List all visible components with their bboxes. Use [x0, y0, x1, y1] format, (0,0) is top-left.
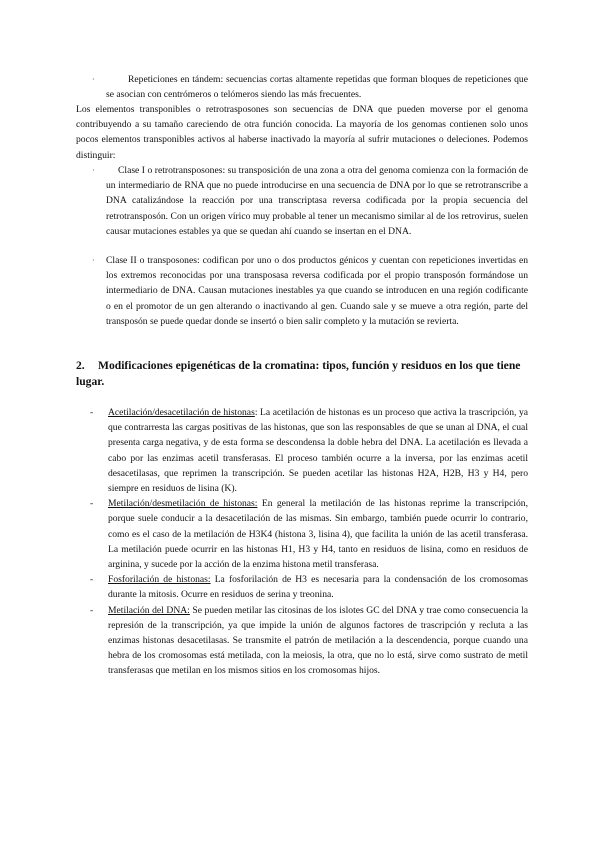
section-title: Modificaciones epigenéticas de la cromatina: tipos, función y residuos en los que tiene lugar.: [76, 359, 521, 388]
class-ii-text: Clase II o transposones: codifican por uno o dos productos génicos y cuentan con repeticiones invertidas en los extremos reconocidas por una transposasa reversa codificada por el propio transposón formándose un intermediario de DNA. Causan mutaciones inestables ya que cuando se introducen en una región codificante o en el promotor de un gen alterando o inactivando al gen. Cuando sale y se mueve a otra región, parte del transposón se puede quedar donde se insertó o bien salir completo y la mutación se revierta.: [106, 255, 528, 327]
section-number: 2.: [76, 359, 85, 372]
list-item-methylation: [90, 496, 528, 572]
bullet-marker: ·: [92, 75, 95, 84]
class-ii-item: [92, 253, 528, 329]
class-i-item: [92, 163, 528, 239]
transposable-elements-intro: [76, 102, 528, 163]
modifications-list: [90, 405, 529, 679]
dna-methylation-text: Se pueden metilar las citosinas de los islotes GC del DNA y trae como consecuencia la represión de la transcripción, ya que impide la unión de algunos factores de trascripción y recluta a las enzimas histonas desacetilasas. Se transmite el patrón de metilación a la descendencia, porque cuando una hebra de los cromosomas está metilada, con la meiosis, la otra, que no lo está, sirve como sustrato de metil transferasas que metilan en los mismos sitios en los cromosomas hijos.: [108, 604, 528, 677]
list-item-acetylation: [90, 405, 528, 496]
phosphorylation-term: Fosforilación de histonas:: [108, 574, 211, 586]
acetylation-separator: :: [254, 407, 258, 418]
dash-marker: -: [90, 498, 94, 510]
intro-paragraph: Los elementos transponibles o retrotrasposones son secuencias de DNA que pueden moverse por el genoma contribuyendo a su tamaño careciendo de otra función conocida. La mayoría de los genomas contienen solo unos pocos elementos transponibles activos al haberse inactivado la mayoría al sufrir mutaciones o deleciones. Podemos distinguir:: [76, 104, 528, 161]
dash-marker: -: [90, 604, 94, 616]
tandem-repeats-item: [92, 72, 528, 102]
tandem-repeats-text: Repeticiones en tándem: secuencias cortas altamente repetidas que forman bloques de repeticiones que se asocian con centrómeros o telómeros siendo las más frecuentes.: [106, 74, 528, 101]
methylation-text: En general la metilación de las histonas reprime la transcripción, porque suele conducir a la desacetilación de las mismas. Sin embargo, también puede ocurrir lo contrario, como es el caso de la metilación de H3K4 (histona 3, lisina 4), que facilita la unión de las acetil transferasa. La metilación puede ocurrir en las histonas H1, H3 y H4, tanto en residuos de lisina, como en residuos de arginina, y sucede por la acción de la enzima histona metil transferasa.: [108, 498, 528, 571]
class-i-text: Clase I o retrotransposones: su transposición de una zona a otra del genoma comienza con la formación de un intermediario de RNA que no puede introducirse en una secuencia de DNA por lo que se retrotranscribe a DNA catalizándose la reacción por una transcriptasa reversa codificada por la propia secuencia del retrotransposón. Con un origen vírico muy probable al tener un mecanismo similar al de los retrovirus, suelen causar mutaciones estables ya que se quedan ahí cuando se insertan en el DNA.: [106, 165, 528, 237]
acetylation-term: Acetilación/desacetilación de histonas: [108, 407, 255, 418]
dash-marker: -: [90, 574, 94, 586]
dna-methylation-term: Metilación del DNA:: [108, 604, 190, 616]
acetylation-text: La acetilación de histonas es un proceso que activa la trascripción, ya que contrarresta las cargas positivas de las histonas, que son las responsables de que se unan al DNA, el cual presenta carga negativa, y de esta forma se descondensa la doble hebra del DNA. La acetilación es llevada a cabo por las enzimas acetil transferasas. El proceso también ocurre a la inversa, por las enzimas acetil desacetilasas, que reprimen la transcripción. Se pueden acetilar las histonas H2A, H2B, H3 y H4, pero siempre en residuos de lisina (K).: [108, 407, 528, 495]
bullet-marker: ·: [92, 256, 95, 265]
list-item-dna-methylation: [90, 603, 528, 679]
bullet-marker: ·: [92, 166, 95, 175]
phosphorylation-text: La fosforilación de H3 es necesaria para la condensación de los cromosomas durante la mitosis. Ocurre en residuos de serina y treonina.: [108, 574, 529, 601]
dash-marker: -: [90, 407, 94, 418]
methylation-term: Metilación/desmetilación de histonas:: [108, 498, 258, 510]
section-2-heading: [76, 358, 528, 390]
list-item-phosphorylation: [90, 572, 529, 602]
